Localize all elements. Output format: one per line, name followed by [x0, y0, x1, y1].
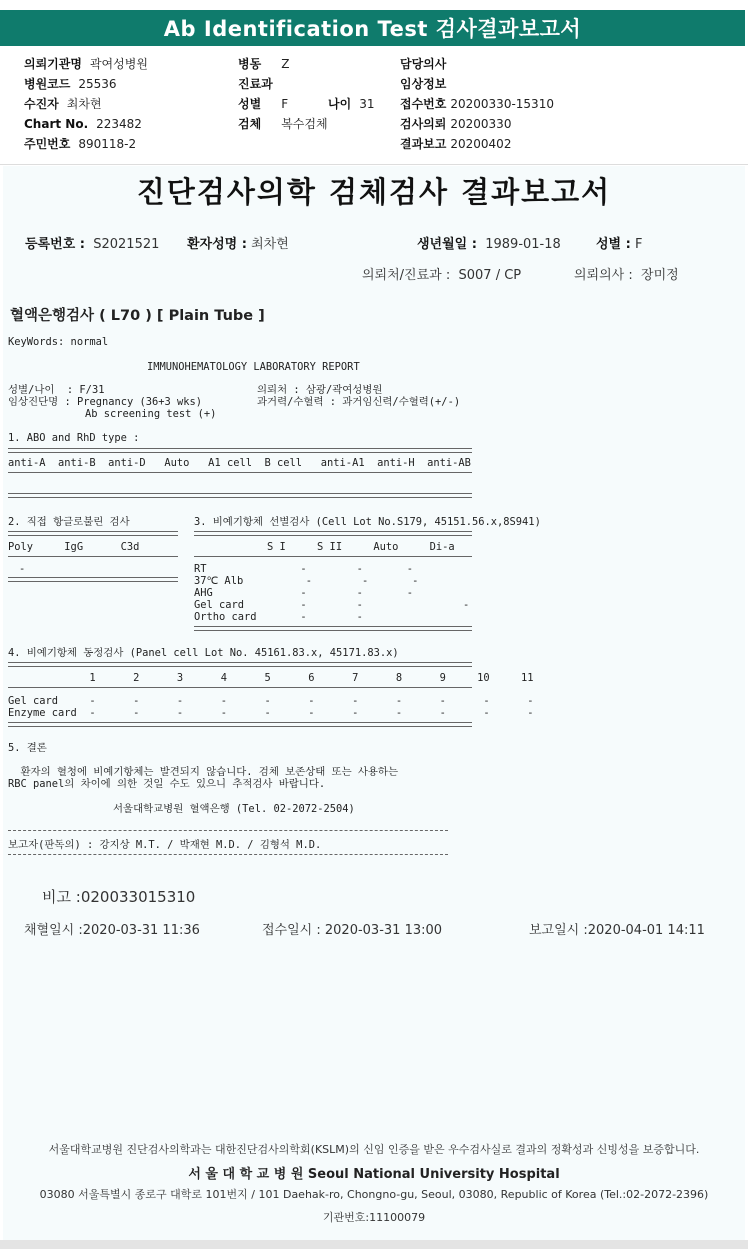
divider	[194, 626, 472, 631]
request-date-value: 20200330	[450, 117, 512, 131]
age-value: 31	[359, 97, 375, 111]
dob-value: 1989-01-18	[485, 237, 561, 252]
specimen-label: 검체	[238, 117, 262, 131]
doctor-label: 의뢰의사 :	[574, 268, 633, 283]
sex-age-line: 성별/나이 : F/31	[8, 384, 105, 396]
request-date-label: 검사의뢰	[400, 117, 447, 131]
report-date-label: 결과보고	[400, 137, 447, 151]
hospital-value: 곽여성병원	[89, 57, 148, 71]
conclusion-line-1: 환자의 혈청에 비예기항체는 발견되지 않습니다. 검체 보존상태 또는 사용하는	[8, 766, 399, 778]
reporter-line: 보고자(판독의) : 강지상 M.T. / 박재현 M.D. / 김형석 M.D.	[8, 839, 322, 851]
section-3-title: 3. 비예기항체 선별검사 (Cell Lot No.S179, 45151.56.x,8S941)	[194, 516, 541, 528]
section-2-value: -	[19, 563, 26, 575]
divider	[8, 854, 448, 855]
section-4-title: 4. 비예기항체 동정검사 (Panel cell Lot No. 45161.83.x, 45171.83.x)	[8, 647, 399, 659]
receipt-no-label: 접수번호	[400, 97, 447, 111]
section-2-columns: Poly IgG C3d	[8, 541, 140, 553]
resident-no-label: 주민번호	[24, 137, 71, 151]
hospital-label: 의뢰기관명	[24, 57, 82, 71]
clinical-dx-line-2: Ab screening test (+)	[85, 408, 217, 420]
section-1-columns: anti-A anti-B anti-D Auto A1 cell B cell anti-A1 anti-H anti-AB	[8, 457, 471, 469]
banner-title: Ab Identification Test 검사결과보고서	[163, 17, 582, 41]
ward-label: 병동	[238, 57, 262, 71]
divider	[8, 493, 472, 498]
patient-label: 수진자	[24, 97, 59, 111]
doctor-in-charge-label: 담당의사	[400, 57, 447, 71]
report-sheet	[3, 166, 745, 1240]
divider	[8, 448, 472, 453]
hospital-name: 서 울 대 학 교 병 원 Seoul National University Hospital	[188, 1167, 560, 1182]
section-1-title: 1. ABO and RhD type :	[8, 432, 140, 444]
receipt-time	[262, 919, 442, 938]
collection-time	[24, 919, 200, 938]
lab-title: IMMUNOHEMATOLOGY LABORATORY REPORT	[147, 361, 360, 373]
divider	[8, 830, 448, 831]
department-label: 진료과	[238, 77, 273, 91]
date-of-birth	[417, 233, 561, 252]
patient-name	[187, 233, 289, 252]
section-4-columns: 1 2 3 4 5 6 7 8 9 10 11	[8, 672, 534, 684]
specimen-value: 복수검체	[281, 117, 328, 131]
history-line: 과거력/수혈력 : 과거임신력/수혈력(+/-)	[257, 396, 461, 408]
header-col-2	[238, 54, 328, 134]
chart-no-value: 223482	[96, 117, 142, 131]
collect-label: 채혈일시 :	[24, 923, 83, 938]
remark-label: 비고 :	[42, 888, 81, 906]
divider	[194, 531, 472, 536]
reg-value: S2021521	[93, 237, 160, 252]
divider	[8, 577, 178, 582]
enzyme-card-row: Enzyme card - - - - - - - - - - -	[8, 707, 534, 719]
sex-value-2: F	[634, 237, 643, 252]
blood-bank-line: 서울대학교병원 혈액은행 (Tel. 02-2072-2504)	[113, 803, 355, 815]
dept-value: S007 / CP	[458, 268, 522, 283]
header-col-1	[24, 54, 148, 154]
patient-sex	[596, 233, 642, 252]
report-banner	[0, 10, 745, 46]
divider	[8, 531, 178, 536]
section-3-row: Ortho card - -	[194, 611, 363, 623]
section-3-row: 37℃ Alb - - -	[194, 575, 419, 587]
sex-label-2: 성별 :	[596, 237, 631, 252]
section-5-title: 5. 결론	[8, 742, 47, 754]
referring-doctor	[574, 264, 679, 283]
report-time-label: 보고일시 :	[529, 923, 588, 938]
divider	[8, 662, 472, 667]
section-3-row: RT - - -	[194, 563, 413, 575]
institution-code: 기관번호:11100079	[322, 1211, 426, 1224]
divider	[8, 556, 178, 557]
registration-number	[25, 233, 159, 252]
report-date-value: 20200402	[450, 137, 512, 151]
ward-value: Z	[281, 57, 290, 71]
dept-label: 의뢰처/진료과 :	[362, 268, 451, 283]
resident-no-value: 890118-2	[78, 137, 137, 151]
section-3-row: Gel card - - -	[194, 599, 470, 611]
test-title: 혈액은행검사 ( L70 ) [ Plain Tube ]	[10, 308, 265, 324]
section-3-columns: S I S II Auto Di-a	[267, 541, 455, 553]
dob-label: 생년월일 :	[417, 237, 477, 252]
clinical-info-label: 임상정보	[400, 77, 447, 91]
age-label: 나이	[328, 97, 352, 111]
name-label: 환자성명 :	[187, 237, 247, 252]
reg-label: 등록번호 :	[25, 237, 85, 252]
patient-value: 최차현	[66, 97, 102, 111]
report-time	[529, 919, 705, 938]
divider	[8, 722, 472, 727]
header-divider	[0, 164, 748, 165]
remark-value: 020033015310	[80, 888, 196, 906]
receive-value: 2020-03-31 13:00	[324, 923, 443, 938]
sex-label: 성별	[238, 97, 262, 111]
gel-card-row: Gel card - - - - - - - - - - -	[8, 695, 534, 707]
header-col-3	[400, 54, 554, 154]
divider	[194, 556, 472, 557]
keywords: KeyWords: normal	[8, 336, 109, 348]
age-field	[328, 94, 374, 114]
name-value: 최차현	[251, 237, 289, 252]
referrer-line: 의뢰처 : 삼광/곽여성병원	[257, 384, 383, 396]
report-title: 진단검사의학 검체검사 결과보고서	[136, 175, 612, 209]
chart-no-label: Chart No.	[24, 117, 89, 131]
section-3-row: AHG - - -	[194, 587, 413, 599]
remark	[42, 886, 195, 907]
certification-statement: 서울대학교병원 진단검사의학과는 대한진단검사의학회(KSLM)의 신임 인증을 받은 우수검사실로 결과의 정확성과 신빙성을 보증합니다.	[48, 1143, 700, 1156]
receive-label: 접수일시 :	[262, 923, 321, 938]
receipt-no-value: 20200330-15310	[450, 97, 554, 111]
hospital-address: 03080 서울특별시 종로구 대학로 101번지 / 101 Daehak-ro, Chongno-gu, Seoul, 03080, Republic of Korea (Tel.:02-2072-2396)	[39, 1188, 709, 1201]
collect-value: 2020-03-31 11:36	[82, 923, 200, 938]
hospital-code-value: 25536	[78, 77, 117, 91]
section-2-title: 2. 직접 항글로불린 검사	[8, 516, 130, 528]
divider	[8, 687, 472, 688]
report-time-value: 2020-04-01 14:11	[587, 923, 705, 938]
hospital-code-label: 병원코드	[24, 77, 71, 91]
bottom-border	[0, 1240, 748, 1249]
divider	[8, 472, 472, 473]
clinical-dx-line: 임상진단명 : Pregnancy (36+3 wks)	[8, 396, 203, 408]
sex-value: F	[281, 97, 289, 111]
doctor-value: 장미정	[641, 268, 679, 283]
conclusion-line-2: RBC panel의 차이에 의한 것일 수도 있으니 추적검사 바랍니다.	[8, 778, 326, 790]
referring-department	[362, 264, 521, 283]
